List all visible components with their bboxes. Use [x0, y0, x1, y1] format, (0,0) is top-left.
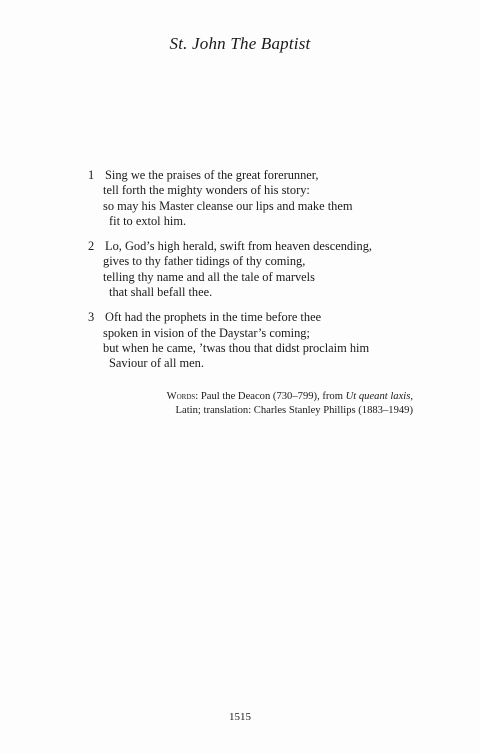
verse-line: telling thy name and all the tale of marvels — [103, 269, 315, 284]
source-title: Ut queant laxis — [345, 391, 411, 402]
attribution-comma: , — [410, 391, 413, 402]
verse-line: Saviour of all men. — [109, 356, 204, 371]
attribution-line-2: Latin; translation: Charles Stanley Phillips (1883–1949) — [175, 405, 413, 416]
attribution-line-1 — [93, 390, 413, 404]
attribution-text: : Paul the Deacon (730–799), from — [195, 391, 346, 402]
verse-line: tell forth the mighty wonders of his story: — [103, 183, 310, 198]
hymn-title: St. John The Baptist — [169, 34, 311, 53]
verse-line: so may his Master cleanse our lips and make them — [103, 198, 353, 213]
words-label: Words — [166, 391, 196, 402]
verse-2 — [88, 239, 428, 300]
verse-line: fit to extol him. — [109, 213, 187, 228]
verse-line: Oft had the prophets in the time before thee — [105, 310, 322, 325]
verse-number: 3 — [88, 310, 95, 325]
page-number: 1515 — [229, 711, 251, 723]
attribution — [93, 390, 413, 418]
verse-number: 2 — [88, 239, 95, 254]
verse-line: spoken in vision of the Daystar’s coming; — [103, 325, 310, 340]
verse-line: Sing we the praises of the great forerunner, — [105, 168, 319, 182]
verse-line: Lo, God’s high herald, swift from heaven descending, — [105, 239, 373, 254]
verse-1 — [88, 168, 428, 229]
verse-3 — [88, 310, 428, 371]
verse-line: gives to thy father tidings of thy coming, — [103, 254, 306, 269]
verse-line: that shall befall thee. — [109, 285, 213, 300]
verses — [88, 168, 428, 382]
verse-number: 1 — [88, 168, 95, 182]
verse-line: but when he came, ’twas thou that didst proclaim him — [103, 340, 370, 355]
